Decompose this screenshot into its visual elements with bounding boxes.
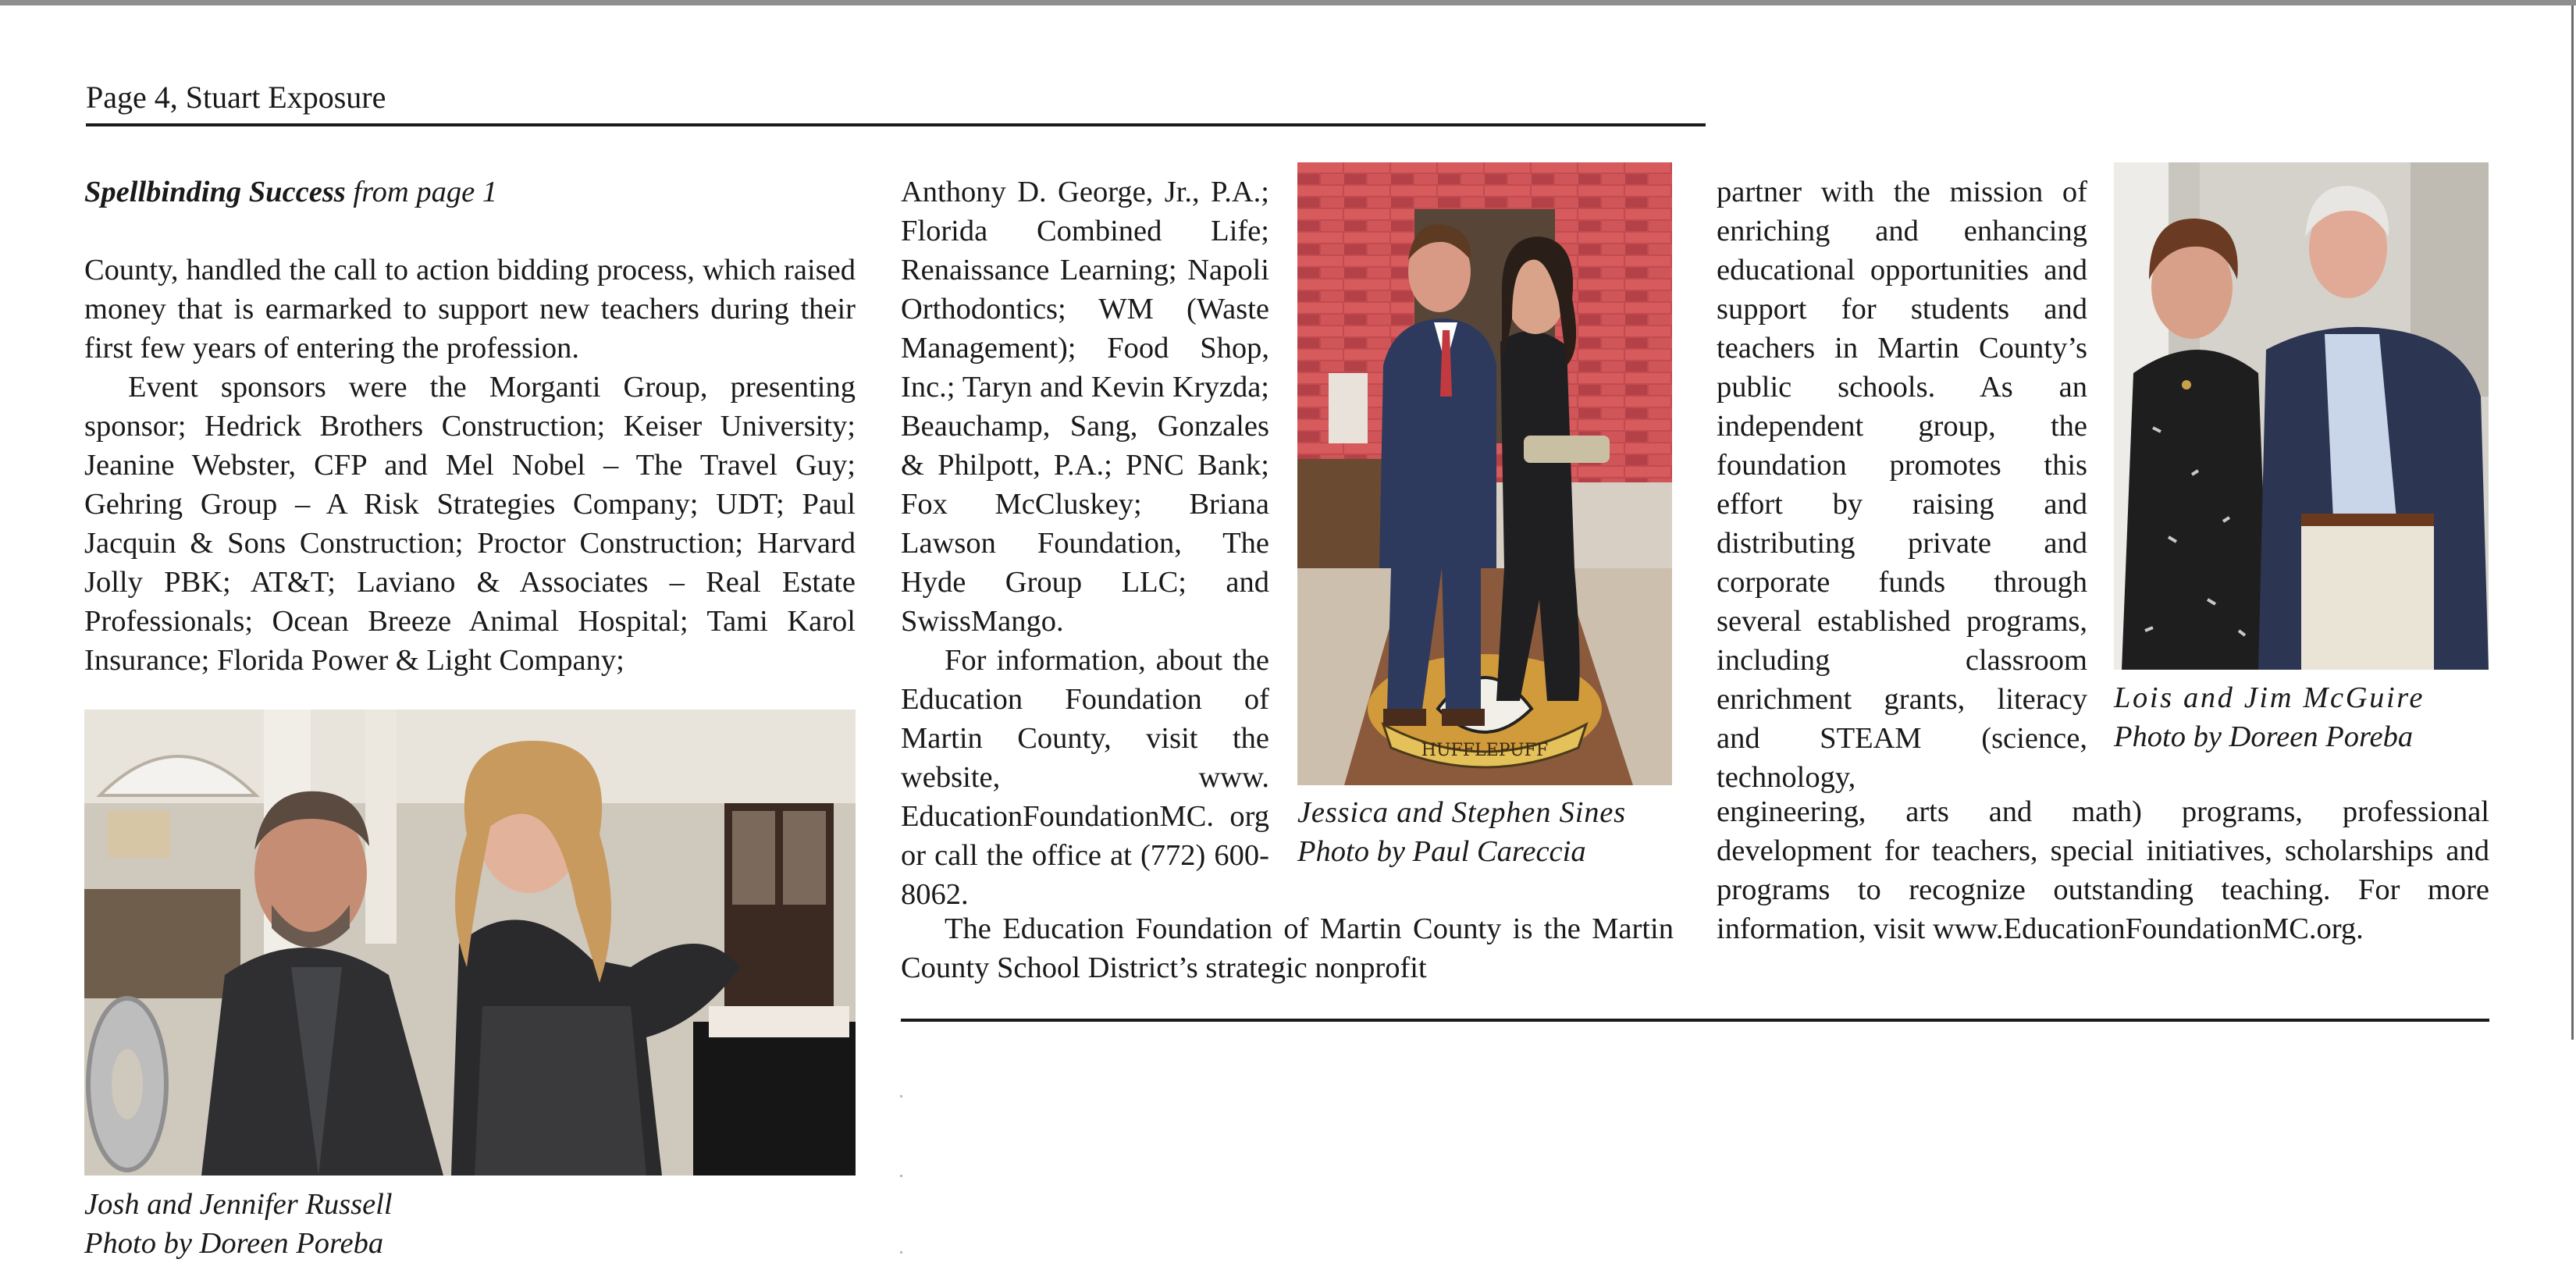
article-span-3 xyxy=(1717,792,2489,948)
continuation-kicker xyxy=(84,173,856,212)
running-head: Page 4, Stuart Exposure xyxy=(86,80,386,115)
article-column-2 xyxy=(901,173,1269,914)
header-rule xyxy=(86,123,1706,126)
paragraph: The Education Foundation of Martin County is the Martin County School District’s strategic nonprofit xyxy=(901,912,1674,984)
paragraph: Anthony D. George, Jr., P.A.; Florida Combined Life; Renaissance Learning; Napoli Orthodontics; WM (Waste Management); Food Shop, Inc.; Taryn and Kevin Kryzda; Beauchamp, Sang, Gonzales & Philpott, P.A.; PNC Bank; Fox McCluskey; Briana Lawson Foundation, The Hyde Group LLC; and SwissMango. xyxy=(901,176,1269,638)
photo-josh-jennifer-russell xyxy=(84,710,856,1176)
scan-artifact xyxy=(900,1095,902,1097)
scan-artifact xyxy=(900,1251,902,1254)
photo-credit: Photo by Doreen Poreba xyxy=(84,1227,384,1260)
photo-jessica-stephen-sines xyxy=(1297,162,1672,785)
section-end-rule xyxy=(901,1019,2489,1022)
photo-lois-jim-mcguire xyxy=(2114,162,2489,670)
kicker-title: Spellbinding Success xyxy=(84,176,346,208)
caption-names: Josh and Jennifer Russell xyxy=(84,1188,393,1221)
paragraph: engineering, arts and math) programs, professional development for teachers, special initiatives, scholarships and programs to recognize outstanding teaching. For more information, visit www.EducationFoundationMC.org. xyxy=(1717,795,2489,945)
article-span-2 xyxy=(901,909,1674,987)
article-column-3 xyxy=(1717,173,2087,797)
caption-names: Lois and Jim McGuire xyxy=(2114,681,2425,714)
paragraph: County, handled the call to action bidding process, which raised money that is earmarked to support new teachers during their first few years of entering the profession. xyxy=(84,254,856,365)
photo-credit: Photo by Paul Careccia xyxy=(1297,835,1586,868)
scan-artifact xyxy=(900,1175,902,1177)
emblem-text: HUFFLEPUFF xyxy=(1421,741,1549,760)
window-top-border xyxy=(0,0,2576,5)
scrollbar-edge[interactable] xyxy=(2571,5,2574,1040)
caption-russell xyxy=(84,1185,631,1263)
paragraph: partner with the mission of enriching and enhancing educational opportunities and support for students and teachers in Martin County’s public schools. As an independent group, the foundation promotes this effort by raising and distributing private and corporate funds through several established programs, including classroom enrichment grants, literacy and STEAM (science, technology, xyxy=(1717,176,2087,794)
caption-mcguire xyxy=(2114,678,2489,756)
photo-credit: Photo by Doreen Poreba xyxy=(2114,720,2414,753)
article-column-1 xyxy=(84,173,856,680)
paragraph: For information, about the Education Foundation of Martin County, visit the website, www. EducationFoundationMC. org or call the office at (772) 600-8062. xyxy=(901,644,1269,911)
caption-sines xyxy=(1297,793,1672,871)
caption-names: Jessica and Stephen Sines xyxy=(1297,796,1626,829)
kicker-jump: from page 1 xyxy=(345,176,498,208)
paragraph: Event sponsors were the Morganti Group, presenting sponsor; Hedrick Brothers Construction; Keiser University; Jeanine Webster, CFP and Mel Nobel – The Travel Guy; Gehring Group – A Risk Strategies Company; UDT; Paul Jacquin & Sons Construction; Proctor Construction; Harvard Jolly PBK; AT&T; Laviano & Associates – Real Estate Professionals; Ocean Breeze Animal Hospital; Tami Karol Insurance; Florida Power & Light Company; xyxy=(84,371,856,677)
